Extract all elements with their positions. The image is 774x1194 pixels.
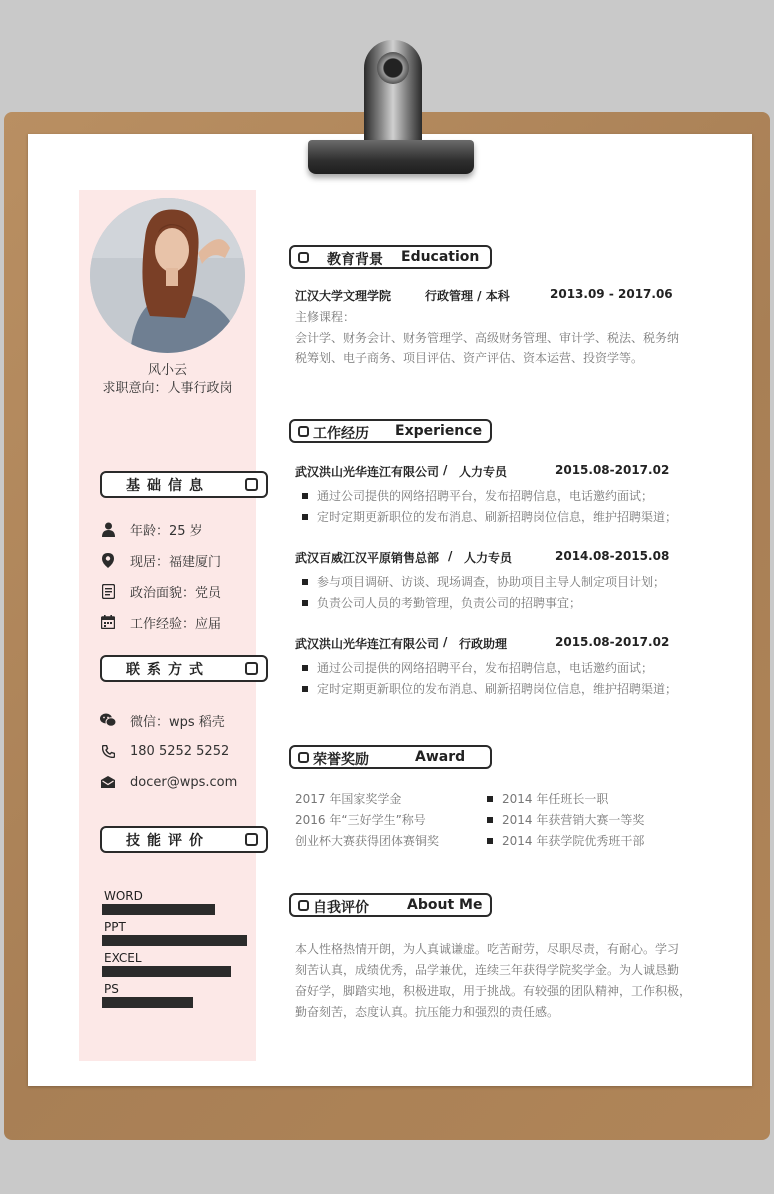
bullet-icon bbox=[302, 514, 308, 520]
bullet-icon bbox=[302, 686, 308, 692]
job-separator: / bbox=[443, 635, 448, 649]
about-heading bbox=[289, 893, 492, 917]
job-intent: 求职意向：人事行政岗 bbox=[102, 381, 233, 396]
square-icon bbox=[245, 478, 258, 491]
contact-wechat bbox=[100, 710, 256, 730]
education-period: 2013.09 - 2017.06 bbox=[550, 287, 673, 301]
square-icon bbox=[245, 662, 258, 675]
skills-heading bbox=[100, 826, 268, 853]
location-pin-icon bbox=[100, 552, 116, 568]
contact-heading bbox=[100, 655, 268, 682]
basic-info-heading bbox=[100, 471, 268, 498]
bullet-icon bbox=[487, 817, 493, 823]
square-icon bbox=[298, 900, 309, 911]
education-school: 江汉大学文理学院 bbox=[295, 289, 392, 303]
experience-heading-en: Experience bbox=[395, 423, 483, 439]
info-experience-text: 工作经验：应届 bbox=[130, 616, 222, 632]
phone-icon bbox=[100, 743, 116, 759]
about-heading-en: About Me bbox=[407, 897, 483, 913]
job-duty-text: 参与项目调研、访谈、现场调查，协助项目主导人制定项目计划； bbox=[317, 575, 666, 589]
skill-bar-excel bbox=[102, 966, 231, 977]
basic-info-heading-label: 基础信息 bbox=[126, 477, 210, 494]
skill-label-word: WORD bbox=[104, 889, 143, 903]
award-item-text: 2014 年获营销大赛一等奖 bbox=[502, 813, 645, 827]
skills-heading-label: 技能评价 bbox=[126, 832, 210, 849]
job-role: 人力专员 bbox=[459, 465, 508, 479]
job-duty bbox=[302, 487, 653, 504]
education-courses-line1: 会计学、财务会计、财务管理学、高级财务管理、审计学、税法、税务纳 bbox=[295, 331, 680, 345]
candidate-name: 风小云 bbox=[147, 363, 187, 378]
wechat-icon bbox=[100, 712, 116, 728]
skill-label-ppt: PPT bbox=[104, 920, 126, 934]
award-item-text: 2014 年任班长一职 bbox=[502, 792, 609, 806]
job-period: 2015.08-2017.02 bbox=[555, 463, 670, 477]
award-item bbox=[487, 790, 608, 807]
job-duty-text: 定时定期更新职位的发布消息、刷新招聘岗位信息，维护招聘渠道； bbox=[317, 510, 678, 524]
calendar-icon bbox=[100, 614, 116, 630]
clip-hole-icon bbox=[377, 52, 409, 84]
info-residence bbox=[100, 550, 256, 570]
awards-heading-cn: 荣誉奖励 bbox=[313, 752, 369, 768]
bullet-icon bbox=[302, 493, 308, 499]
square-icon bbox=[245, 833, 258, 846]
about-line: 本人性格热情开朗，为人真诚谦虚。吃苦耐劳，尽职尽责，有耐心。学习 bbox=[295, 942, 680, 956]
square-icon bbox=[298, 252, 309, 263]
award-item bbox=[487, 811, 644, 828]
job-duty bbox=[302, 594, 581, 611]
job-separator: / bbox=[443, 463, 448, 477]
job-duty-text: 负责公司人员的考勤管理，负责公司的招聘事宜； bbox=[317, 596, 582, 610]
about-line: 奋好学，脚踏实地，积极进取，用于挑战。有较强的团队精神，工作积极， bbox=[295, 984, 692, 998]
education-heading-cn: 教育背景 bbox=[327, 252, 383, 268]
info-political-text: 政治面貌：党员 bbox=[130, 585, 222, 601]
person-icon bbox=[100, 521, 116, 537]
info-residence-text: 现居：福建厦门 bbox=[130, 554, 222, 570]
awards-heading bbox=[289, 745, 492, 769]
contact-wechat-text: 微信：wps 稻壳 bbox=[130, 714, 225, 730]
education-heading-en: Education bbox=[401, 249, 480, 265]
bullet-icon bbox=[302, 579, 308, 585]
skill-bar-ps bbox=[102, 997, 193, 1008]
info-political bbox=[100, 581, 256, 601]
job-period: 2015.08-2017.02 bbox=[555, 635, 670, 649]
job-company: 武汉洪山光华连江有限公司 bbox=[295, 465, 440, 479]
award-item: 创业杯大赛获得团体赛铜奖 bbox=[295, 834, 440, 848]
contact-phone-text: 180 5252 5252 bbox=[130, 743, 230, 759]
info-age-text: 年龄：25 岁 bbox=[130, 523, 203, 539]
skill-label-ps: PS bbox=[104, 982, 119, 996]
mail-icon bbox=[100, 774, 116, 790]
award-item: 2016 年“三好学生”称号 bbox=[295, 813, 426, 827]
education-courses-line2: 税筹划、电子商务、项目评估、资产评估、资本运营、投资学等。 bbox=[295, 351, 644, 365]
clip-base bbox=[308, 140, 474, 174]
square-icon bbox=[298, 426, 309, 437]
square-icon bbox=[298, 752, 309, 763]
bullet-icon bbox=[487, 796, 493, 802]
info-experience bbox=[100, 612, 256, 632]
contact-email-text: docer@wps.com bbox=[130, 774, 238, 790]
job-duty-text: 通过公司提供的网络招聘平台，发布招聘信息，电话邀约面试； bbox=[317, 661, 654, 675]
job-duty-text: 通过公司提供的网络招聘平台，发布招聘信息，电话邀约面试； bbox=[317, 489, 654, 503]
contact-heading-label: 联系方式 bbox=[126, 661, 210, 678]
job-duty bbox=[302, 659, 653, 676]
info-age bbox=[100, 519, 256, 539]
contact-phone bbox=[100, 741, 256, 761]
education-major: 行政管理 / 本科 bbox=[425, 289, 510, 303]
award-item-text: 2014 年获学院优秀班干部 bbox=[502, 834, 645, 848]
award-item bbox=[487, 832, 644, 849]
job-period: 2014.08-2015.08 bbox=[555, 549, 670, 563]
skill-label-excel: EXCEL bbox=[104, 951, 142, 965]
about-line: 刻苦认真，成绩优秀，品学兼优，连续三年获得学院奖学金。为人诚恳勤 bbox=[295, 963, 680, 977]
job-duty bbox=[302, 680, 677, 697]
award-item: 2017 年国家奖学金 bbox=[295, 792, 402, 806]
experience-heading bbox=[289, 419, 492, 443]
bullet-icon bbox=[487, 838, 493, 844]
skill-bar-word bbox=[102, 904, 215, 915]
avatar bbox=[90, 198, 245, 353]
bullet-icon bbox=[302, 600, 308, 606]
contact-email bbox=[100, 772, 256, 792]
job-duty-text: 定时定期更新职位的发布消息、刷新招聘岗位信息，维护招聘渠道； bbox=[317, 682, 678, 696]
job-company: 武汉洪山光华连江有限公司 bbox=[295, 637, 440, 651]
skill-bar-ppt bbox=[102, 935, 247, 946]
bullet-icon bbox=[302, 665, 308, 671]
job-duty bbox=[302, 573, 665, 590]
about-heading-cn: 自我评价 bbox=[313, 900, 369, 916]
job-company: 武汉百威江汉平原销售总部 bbox=[295, 551, 440, 565]
job-role: 人力专员 bbox=[464, 551, 513, 565]
job-separator: / bbox=[448, 549, 453, 563]
experience-heading-cn: 工作经历 bbox=[313, 426, 369, 442]
awards-heading-en: Award bbox=[415, 749, 466, 765]
document-icon bbox=[100, 583, 116, 599]
education-courses-label: 主修课程： bbox=[295, 310, 356, 324]
job-duty bbox=[302, 508, 677, 525]
about-line: 勤奋刻苦，态度认真。抗压能力和强烈的责任感。 bbox=[295, 1005, 560, 1019]
education-heading bbox=[289, 245, 492, 269]
job-role: 行政助理 bbox=[459, 637, 508, 651]
